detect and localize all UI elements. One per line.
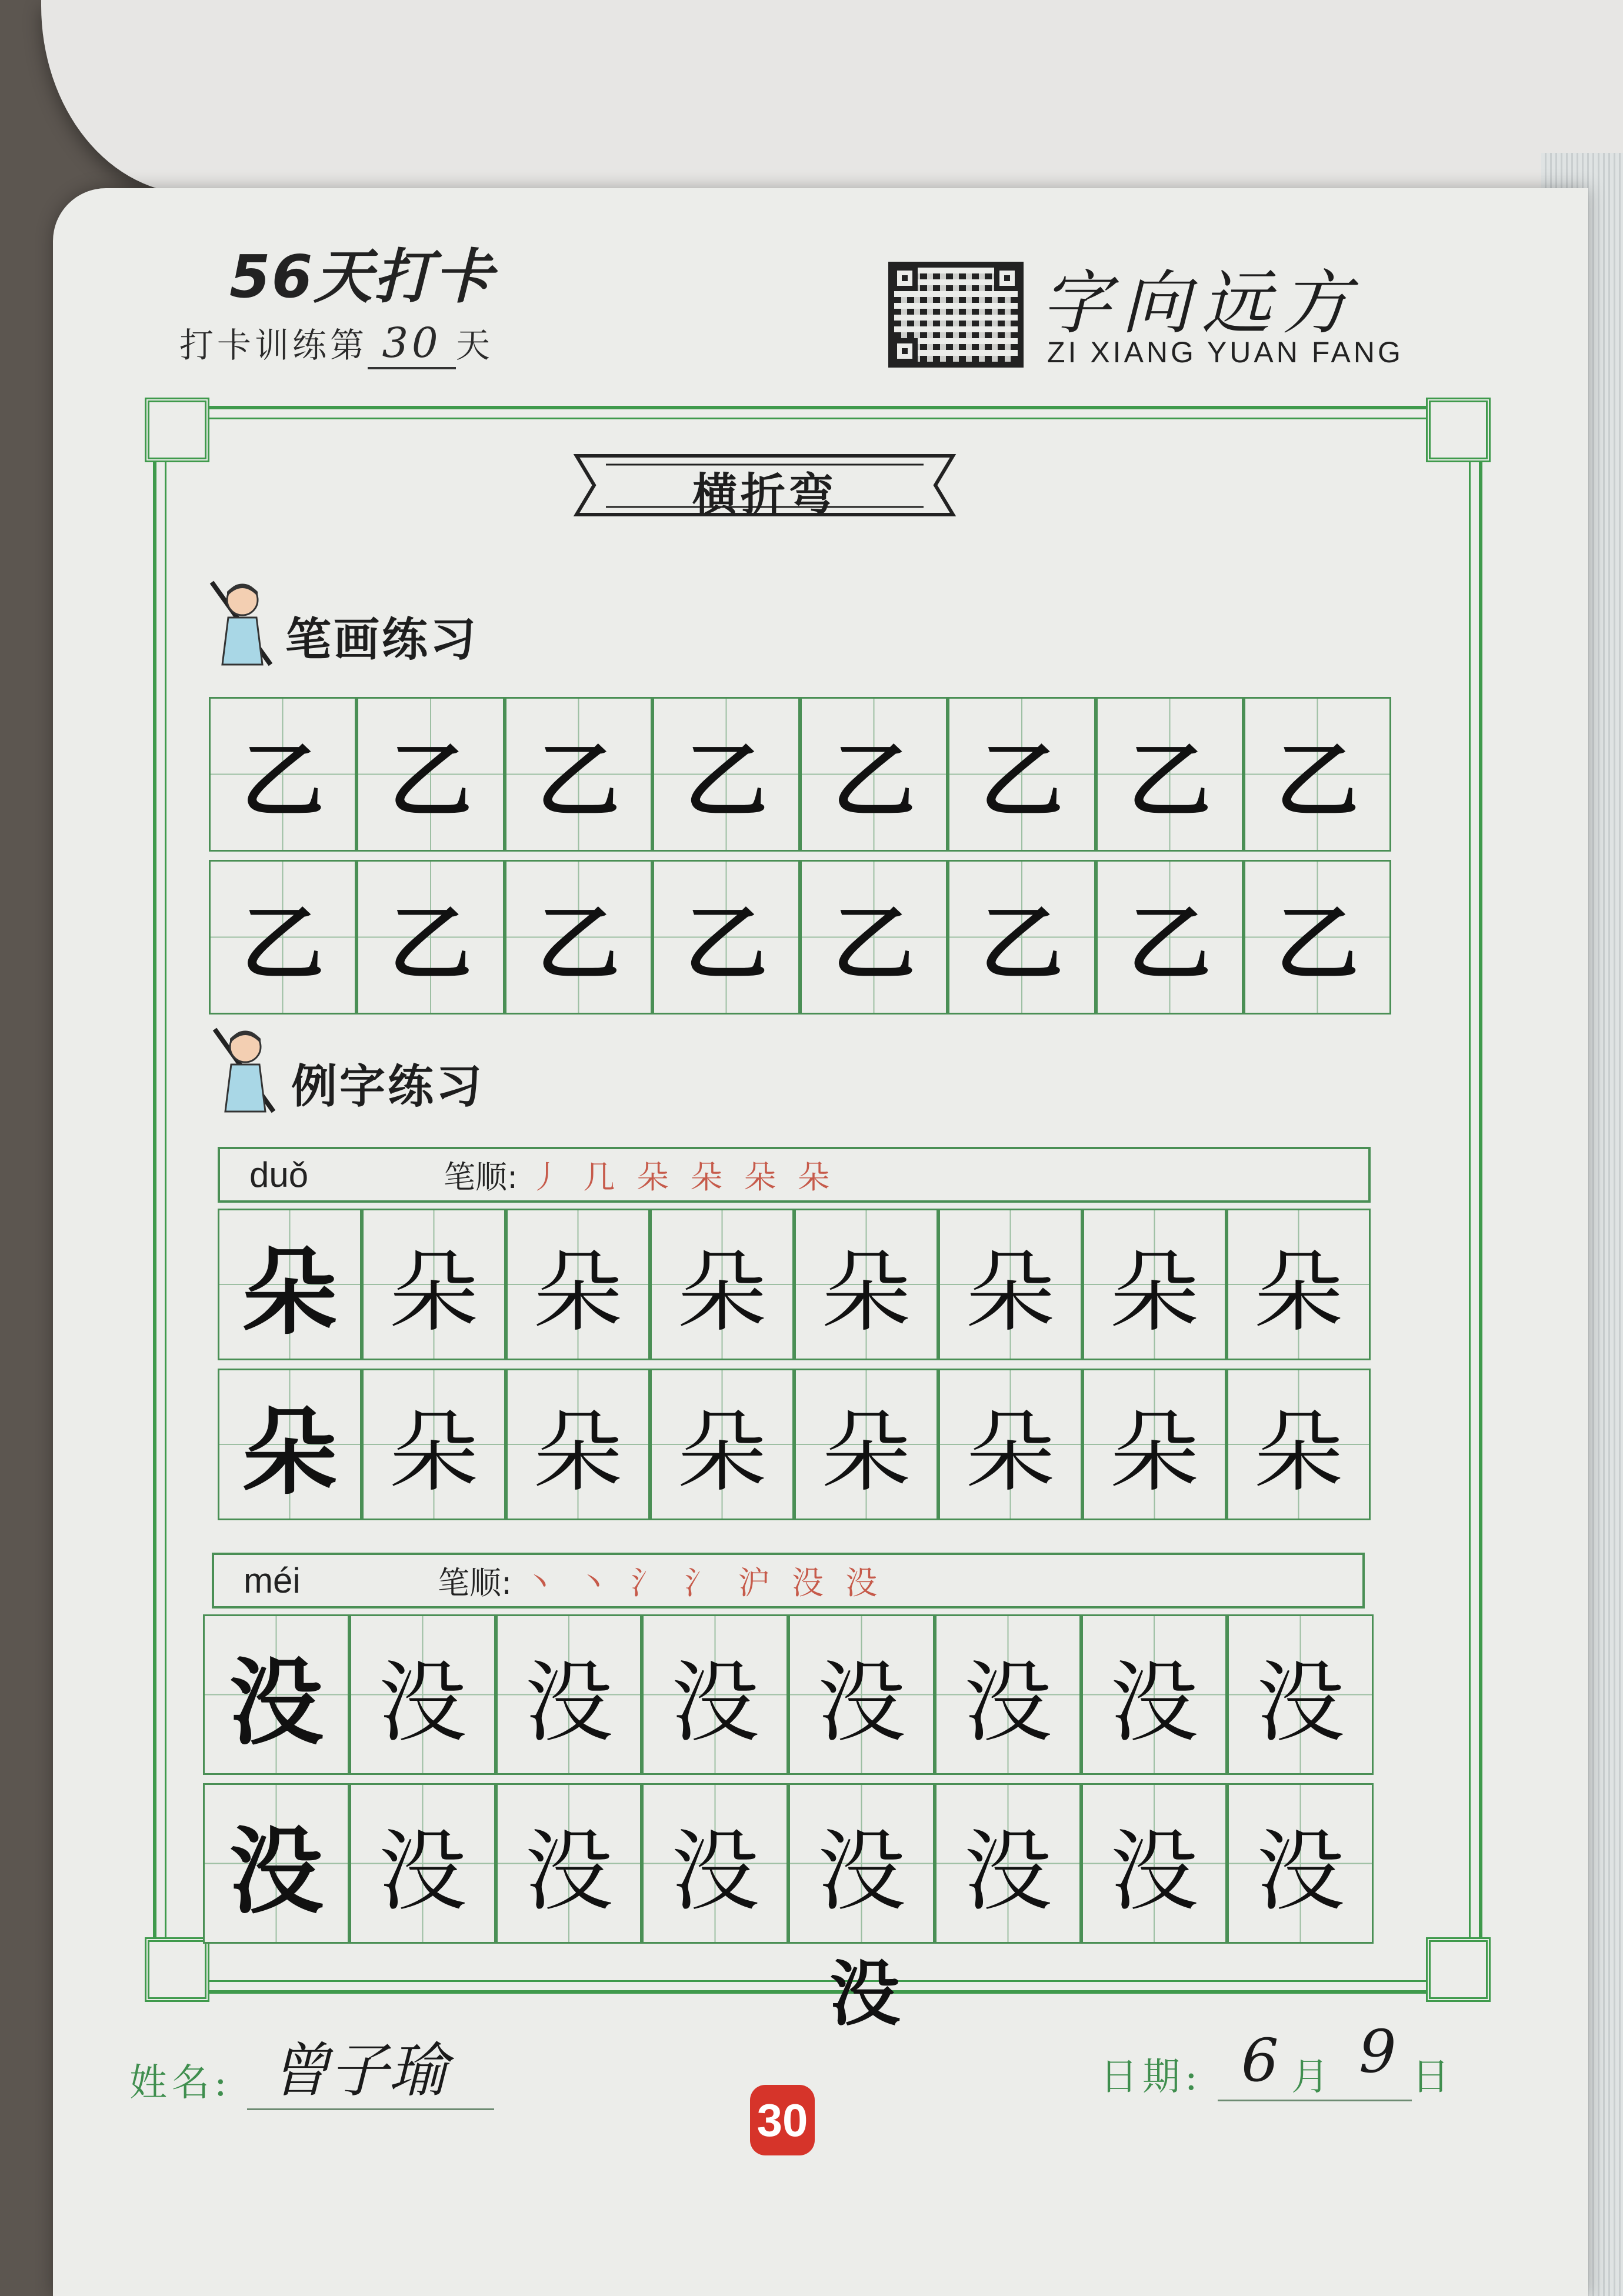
practice-cell: 乙	[800, 697, 948, 852]
stroke-practice-grid	[209, 697, 1391, 1014]
date-label: 日期:	[1100, 2055, 1202, 2099]
practice-cell: 没	[788, 1783, 935, 1944]
practice-cell: 乙	[1096, 697, 1244, 852]
day-suffix: 天	[456, 325, 494, 365]
practice-cell: 没	[642, 1614, 788, 1775]
name-label: 姓名:	[129, 2061, 232, 2105]
previous-page-edge	[41, 0, 1623, 194]
practice-cell: 没	[349, 1783, 496, 1944]
qr-code-icon	[888, 262, 1024, 368]
extra-practice-char: 没	[829, 1953, 900, 2035]
practice-cell: 朵	[218, 1369, 362, 1520]
name-underline	[247, 2108, 494, 2110]
practice-cell: 没	[203, 1614, 349, 1775]
calligrapher-mascot-icon	[209, 1023, 279, 1117]
day-number: 30	[368, 319, 456, 369]
example-practice-title: 例字练习	[291, 1060, 485, 1113]
month-unit: 月	[1291, 2055, 1334, 2099]
practice-cell: 朵	[1082, 1209, 1227, 1360]
practice-cell: 没	[935, 1614, 1081, 1775]
practice-cell: 没	[203, 1783, 349, 1944]
day-prefix: 打卡训练第	[179, 325, 368, 365]
practice-cell: 乙	[1244, 860, 1391, 1014]
practice-cell: 乙	[948, 697, 1095, 852]
calligrapher-mascot-icon	[206, 576, 276, 670]
corner-ornament	[1426, 398, 1491, 462]
practice-cell: 乙	[652, 697, 800, 852]
practice-cell: 朵	[362, 1369, 506, 1520]
practice-cell: 乙	[356, 860, 504, 1014]
practice-cell: 朵	[1227, 1369, 1371, 1520]
practice-cell: 朵	[218, 1209, 362, 1360]
practice-cell: 没	[935, 1783, 1081, 1944]
practice-cell: 朵	[1082, 1369, 1227, 1520]
practice-cell: 没	[1081, 1614, 1228, 1775]
practice-cell: 朵	[1227, 1209, 1371, 1360]
practice-cell: 朵	[938, 1209, 1082, 1360]
pinyin: duǒ	[249, 1155, 309, 1194]
practice-cell: 没	[496, 1614, 642, 1775]
lesson-title: 横折弯	[692, 468, 837, 520]
brand-logo-chinese: 字向远方	[1041, 262, 1362, 343]
date-month: 6	[1241, 2026, 1279, 2095]
practice-cell: 朵	[794, 1369, 938, 1520]
practice-cell: 乙	[800, 860, 948, 1014]
char-info-bar	[218, 1147, 1371, 1203]
stroke-order-label: 笔顺:	[444, 1159, 518, 1196]
char-info-bar	[212, 1553, 1365, 1608]
practice-cell: 乙	[209, 697, 356, 852]
practice-cell: 朵	[506, 1369, 650, 1520]
practice-cell: 乙	[1096, 860, 1244, 1014]
corner-ornament	[1426, 1937, 1491, 2002]
corner-ornament	[145, 398, 209, 462]
practice-cell: 乙	[505, 860, 652, 1014]
stroke-practice-title: 笔画练习	[285, 613, 479, 666]
corner-ornament	[145, 1937, 209, 2002]
practice-cell: 没	[1081, 1783, 1228, 1944]
stroke-order-label: 笔顺:	[438, 1564, 512, 1601]
practice-cell: 没	[1227, 1783, 1374, 1944]
day-unit: 日	[1412, 2055, 1454, 2099]
brand-logo-pinyin: ZI XIANG YUAN FANG	[1047, 336, 1404, 369]
workbook-page	[53, 188, 1588, 2296]
stroke-order-sequence: 丶 丶 氵 氵 沪 没 没	[524, 1564, 884, 1601]
example-char-grid-duo	[218, 1209, 1371, 1520]
student-name: 曾子瑜	[271, 2036, 447, 2105]
example-char-grid-mei	[203, 1614, 1374, 1944]
page-number-badge: 30	[750, 2085, 815, 2155]
pinyin: méi	[244, 1561, 301, 1600]
page-title: 56天打卡	[229, 242, 494, 311]
practice-cell: 朵	[650, 1369, 794, 1520]
practice-cell: 乙	[948, 860, 1095, 1014]
date-underline	[1218, 2100, 1412, 2101]
practice-cell: 乙	[1244, 697, 1391, 852]
practice-cell: 没	[642, 1783, 788, 1944]
lesson-banner	[571, 441, 959, 529]
practice-cell: 朵	[794, 1209, 938, 1360]
practice-cell: 朵	[938, 1369, 1082, 1520]
practice-cell: 没	[349, 1614, 496, 1775]
day-counter	[179, 318, 494, 369]
practice-cell: 没	[788, 1614, 935, 1775]
practice-cell: 乙	[209, 860, 356, 1014]
stroke-order-sequence: 丿 几 朵 朵 朵 朵	[529, 1159, 836, 1196]
practice-cell: 朵	[506, 1209, 650, 1360]
practice-cell: 乙	[652, 860, 800, 1014]
practice-cell: 朵	[362, 1209, 506, 1360]
practice-cell: 没	[496, 1783, 642, 1944]
practice-cell: 朵	[650, 1209, 794, 1360]
practice-cell: 乙	[505, 697, 652, 852]
practice-cell: 乙	[356, 697, 504, 852]
date-day: 9	[1359, 2017, 1397, 2086]
practice-cell: 没	[1227, 1614, 1374, 1775]
